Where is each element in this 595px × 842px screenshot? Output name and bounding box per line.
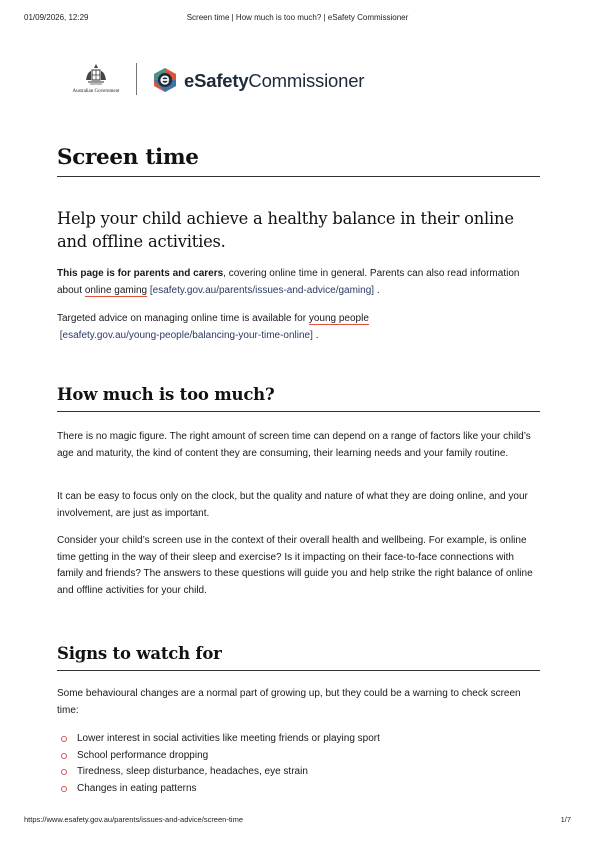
audience-bold: This page is for parents and carers xyxy=(57,268,224,279)
brand-bold: eSafety xyxy=(184,70,249,91)
intro-paragraph-2 xyxy=(57,311,540,344)
list-item xyxy=(57,781,540,798)
bullet-icon xyxy=(61,753,67,759)
online-gaming-link[interactable]: online gaming xyxy=(84,284,148,296)
australian-government-logo[interactable] xyxy=(66,63,126,94)
intro-2-end: . xyxy=(315,329,319,341)
intro-2-text: Targeted advice on managing online time is available for xyxy=(57,313,309,324)
brand-regular: Commissioner xyxy=(248,70,365,91)
bullet-icon xyxy=(61,769,67,775)
page-lead: Help your child achieve a healthy balance in their online and offline activities. xyxy=(57,209,514,251)
section-heading-signs: Signs to watch for xyxy=(57,644,540,671)
list-item-text: Changes in eating patterns xyxy=(77,782,197,794)
esafety-brand-text xyxy=(184,70,364,92)
list-item-text: Tiredness, sleep disturbance, headaches, eye strain xyxy=(77,766,308,777)
government-label: Australian Government xyxy=(72,89,120,94)
section1-paragraph: Consider your child’s screen use in the context of their overall health and wellbeing. For example, is online time getting in the way of their sleep and exercise? Is it impacting on their face-to-face connections with family and friends? The answers to these questions will guide you and help strike the right balance of online and offline activities for your child. xyxy=(57,535,533,596)
intro-paragraph-1 xyxy=(57,266,540,299)
gaming-url: [esafety.gov.au/parents/issues-and-advice/gaming] xyxy=(149,284,375,296)
list-item-text: School performance dropping xyxy=(77,749,209,761)
print-header xyxy=(24,13,571,23)
list-item xyxy=(57,748,540,765)
section-heading-how-much: How much is too much? xyxy=(57,385,540,412)
page-title: Screen time xyxy=(57,145,540,177)
intro-1-text: , covering online time in general. Parents can also read information about xyxy=(57,268,520,296)
header-logos xyxy=(66,63,366,97)
print-footer xyxy=(24,815,571,825)
section1-paragraph: It can be easy to focus only on the clock, but the quality and nature of what they are doing online, and your involvement, are just as important. xyxy=(57,491,528,519)
print-title: Screen time | How much is too much? | eSafety Commissioner xyxy=(186,13,409,22)
esafety-e-icon xyxy=(151,66,179,94)
print-url: https://www.esafety.gov.au/parents/issues-and-advice/screen-time xyxy=(24,815,243,824)
signs-list xyxy=(57,731,540,797)
print-date: 01/09/2026, 12:29 xyxy=(24,13,89,22)
bullet-icon xyxy=(61,736,67,742)
page-number: 1/7 xyxy=(560,815,571,824)
list-item-text: Lower interest in social activities like meeting friends or playing sport xyxy=(77,733,380,744)
bullet-icon xyxy=(61,786,67,792)
young-people-link[interactable]: young people xyxy=(308,313,369,324)
signs-intro: Some behavioural changes are a normal part of growing up, but they could be a warning to check screen time: xyxy=(57,688,521,716)
list-item xyxy=(57,731,540,748)
intro-1-end: . xyxy=(376,284,380,296)
section1-paragraph: There is no magic figure. The right amount of screen time can depend on a range of factors like your child’s age and maturity, the kind of content they are consuming, their learning needs and your family routine. xyxy=(57,431,531,459)
coat-of-arms-icon xyxy=(83,63,109,87)
list-item xyxy=(57,764,540,781)
logo-divider xyxy=(136,63,137,95)
young-people-url: [esafety.gov.au/young-people/balancing-your-time-online] xyxy=(59,329,313,341)
